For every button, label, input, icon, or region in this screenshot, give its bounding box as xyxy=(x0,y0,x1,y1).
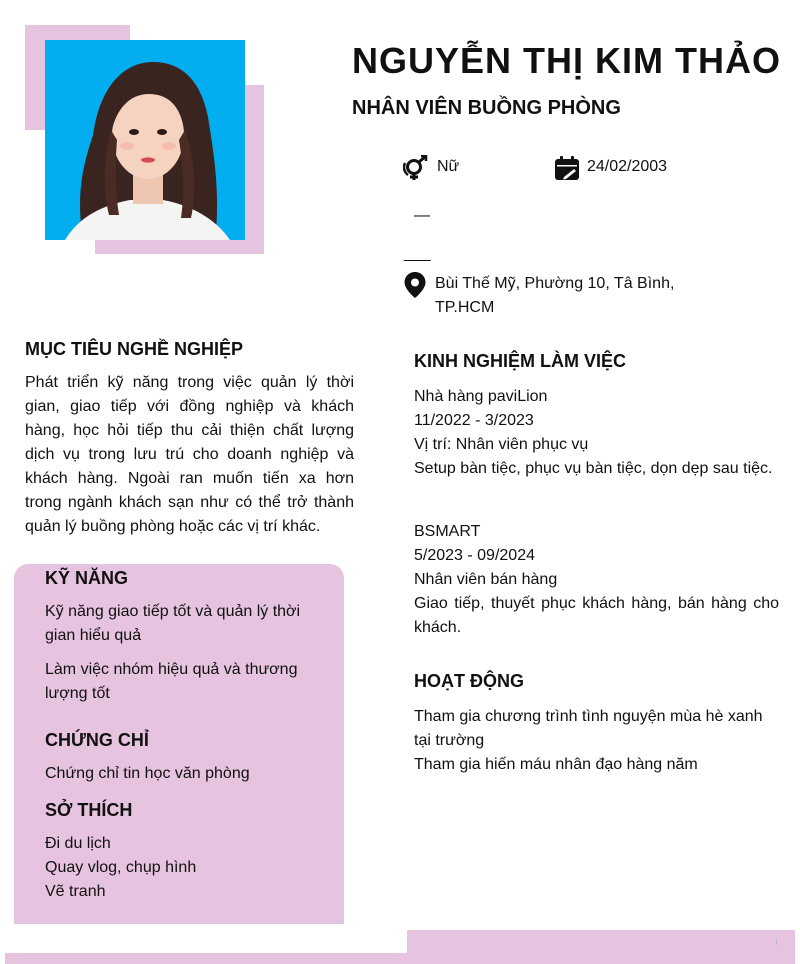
job-period: 5/2023 - 09/2024 xyxy=(414,547,535,564)
job-description: Giao tiếp, thuyết phục khách hàng, bán hàng cho khách. xyxy=(414,595,779,636)
activity-item: Tham gia hiến máu nhân đạo hàng năm xyxy=(414,756,698,773)
hobby-item: Vẽ tranh xyxy=(45,883,106,900)
job-description: Setup bàn tiệc, phục vụ bàn tiệc, dọn dẹp sau tiệc. xyxy=(414,460,773,477)
experience-heading: KINH NGHIỆM LÀM VIỆC xyxy=(414,351,627,371)
email-value: ___ xyxy=(404,245,431,262)
decor-bar-bottom-right xyxy=(407,930,795,964)
hobbies-heading: SỞ THÍCH xyxy=(45,800,133,820)
job-position: Nhân viên bán hàng xyxy=(414,571,558,588)
full-name: NGUYỄN THỊ KIM THẢO xyxy=(352,40,781,81)
address-line-2: TP.HCM xyxy=(435,299,495,316)
address-row xyxy=(400,272,674,320)
job-title: NHÂN VIÊN BUỒNG PHÒNG xyxy=(352,97,621,119)
profile-photo xyxy=(45,40,245,240)
objective-heading: MỤC TIÊU NGHỀ NGHIỆP xyxy=(25,339,244,359)
certificate-item: Chứng chỉ tin học văn phòng xyxy=(45,765,250,782)
gender-icon xyxy=(402,155,432,181)
objective-text: Phát triển kỹ năng trong việc quản lý thời gian, giao tiếp với đồng nghiệp và khách hàng, học hỏi tiếp thu cải thiện chất lượng dịch vụ trong lưu trú cho doanh nghiệp và khách hàng. Ngoài ran muốn tiến xa hơn trong ngành khách sạn như có thể trở thành quản lý buồng phòng hoặc các vị trí khác. xyxy=(25,374,354,535)
address-value xyxy=(435,272,674,320)
job-period: 11/2022 - 3/2023 xyxy=(414,412,534,429)
certificates-heading: CHỨNG CHỈ xyxy=(45,730,149,750)
job-position: Vị trí: Nhân viên phục vụ xyxy=(414,436,589,453)
hobby-item: Quay vlog, chụp hình xyxy=(45,859,197,876)
page-marker xyxy=(776,939,777,945)
job-company: BSMART xyxy=(414,523,481,540)
gender-row xyxy=(402,155,459,181)
birthdate-value: 24/02/2003 xyxy=(587,158,668,175)
hobby-item: Đi du lịch xyxy=(45,835,111,852)
phone-value: — xyxy=(414,207,430,224)
decor-bar-bottom-left xyxy=(5,953,415,964)
birthdate-row xyxy=(552,155,667,181)
skills-heading: KỸ NĂNG xyxy=(45,568,129,588)
skill-item: Kỹ năng giao tiếp tốt và quản lý thời gian hiểu quả xyxy=(45,603,301,644)
location-pin-icon xyxy=(400,272,430,298)
activity-item: Tham gia chương trình tình nguyện mùa hè xanh tại trường xyxy=(414,708,763,749)
activities-heading: HOẠT ĐỘNG xyxy=(414,671,524,691)
job-company: Nhà hàng paviLion xyxy=(414,388,548,405)
calendar-icon xyxy=(552,155,582,181)
address-line-1: Bùi Thế Mỹ, Phường 10, Tâ Bình, xyxy=(435,275,675,292)
gender-value: Nữ xyxy=(437,158,460,175)
skill-item: Làm việc nhóm hiệu quả và thương lượng tốt xyxy=(45,661,298,702)
